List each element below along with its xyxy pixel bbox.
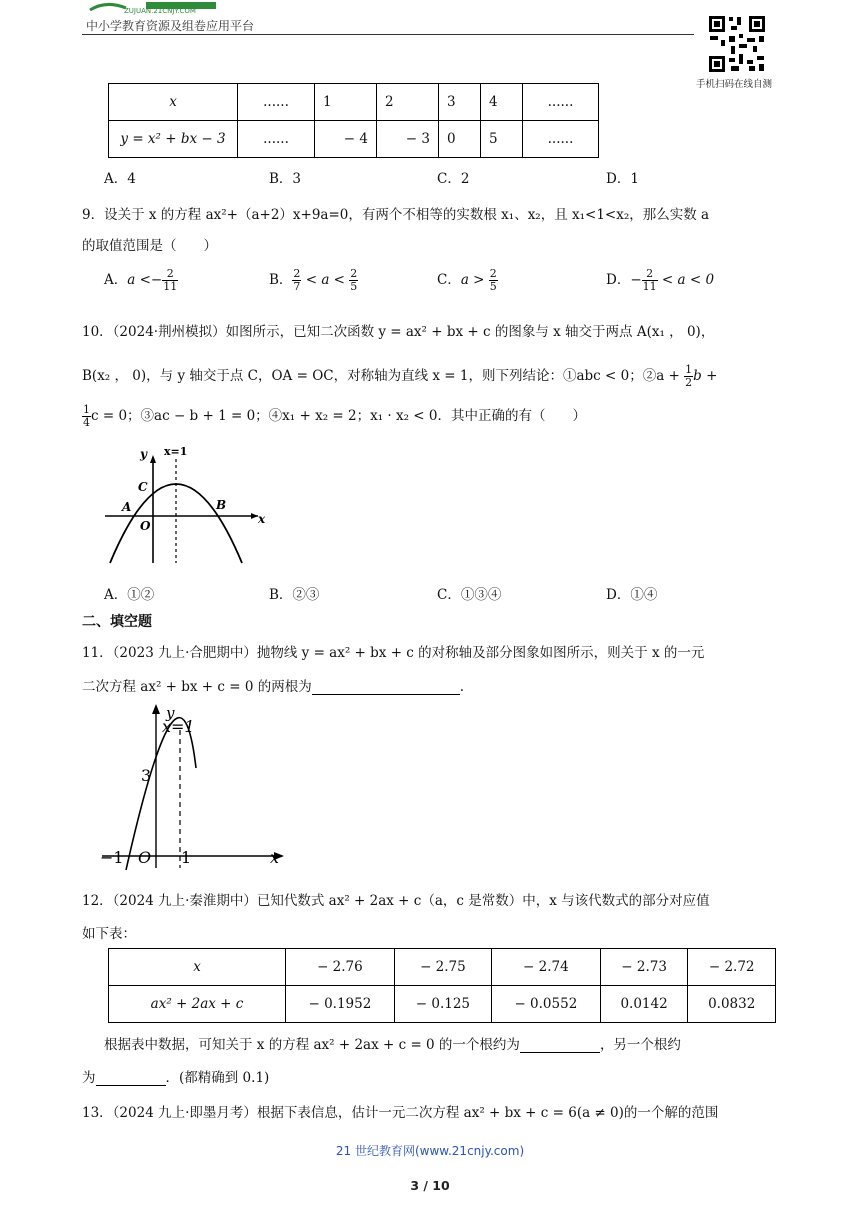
answer-blank[interactable] xyxy=(96,1069,166,1086)
table-cell: 2 xyxy=(377,84,439,121)
qr-caption: 手机扫码在线自测 xyxy=(696,79,773,90)
q8-value-table xyxy=(108,83,599,158)
q8-option-a[interactable]: A．4 xyxy=(104,171,136,187)
q8-option-d[interactable]: D．1 xyxy=(606,171,639,187)
q12-stem-line2: 如下表： xyxy=(82,926,136,942)
numerator: 2 xyxy=(642,268,658,281)
label-one: 1 xyxy=(181,848,192,867)
q12-stem-line4 xyxy=(82,1066,269,1086)
table-row xyxy=(109,84,599,121)
q10-parabola-figure xyxy=(100,445,275,567)
table-cell: − 2.74 xyxy=(491,949,600,986)
table-row xyxy=(109,121,599,158)
option-expr: − xyxy=(630,272,642,288)
qr-code-icon[interactable] xyxy=(707,14,767,74)
table-cell: 3 xyxy=(439,84,481,121)
page-number: 3 / 10 xyxy=(410,1178,450,1193)
label-a: A xyxy=(122,500,132,514)
header-divider xyxy=(82,34,694,35)
table-cell: y = x² + bx − 3 xyxy=(109,121,238,158)
table-row xyxy=(109,949,776,986)
fraction xyxy=(82,404,91,429)
q12-stem-text: ，另一个根约 xyxy=(599,1037,681,1053)
platform-name: 中小学教育资源及组卷应用平台 xyxy=(86,19,255,33)
q12-stem-line3 xyxy=(104,1033,681,1053)
q12-stem-text: 为 xyxy=(82,1070,96,1086)
q10-stem-line1: 10．（2024·荆州模拟）如图所示，已知二次函数 y = ax² + bx + c 的图象与 x 轴交于两点 A(x₁ ， 0)， xyxy=(82,324,715,340)
table-cell: − 2.75 xyxy=(394,949,491,986)
fraction xyxy=(489,268,498,293)
numerator: 1 xyxy=(83,403,90,416)
denominator: 5 xyxy=(350,280,358,293)
x-axis-arrow xyxy=(251,513,258,519)
table-cell: 0.0832 xyxy=(688,986,776,1023)
answer-blank[interactable] xyxy=(520,1036,600,1053)
label-three: 3 xyxy=(141,766,152,785)
table-cell: − 0.1952 xyxy=(286,986,395,1023)
table-row xyxy=(109,986,776,1023)
q10-option-a[interactable]: A．①② xyxy=(104,587,155,603)
q12-stem-line1: 12．（2024 九上·秦淮期中）已知代数式 ax² + 2ax + c（a，c 是常数）中，x 与该代数式的部分对应值 xyxy=(82,893,710,909)
table-cell: ...... xyxy=(523,84,599,121)
denominator: 2 xyxy=(685,376,693,389)
answer-blank[interactable] xyxy=(312,678,460,695)
denominator: 7 xyxy=(293,280,301,293)
q10-option-b[interactable]: B．②③ xyxy=(269,587,320,603)
option-expr: < a < xyxy=(301,272,350,288)
section-heading: 二、填空题 xyxy=(82,614,152,630)
q11-stem-line1: 11．（2023 九上·合肥期中）抛物线 y = ax² + bx + c 的对称轴及部分图象如图所示，则关于 x 的一元 xyxy=(82,645,705,661)
table-cell: x xyxy=(109,949,286,986)
logo-text: ZUJUAN.21CNJY.COM xyxy=(124,7,196,15)
q10-stem-text: c = 0；③ac − b + 1 = 0；④x₁ + x₂ = 2；x₁ · x₂ < 0．其中正确的有（ ） xyxy=(91,408,586,424)
option-label: C． xyxy=(437,272,461,288)
label-o: O xyxy=(140,519,151,533)
denominator: 5 xyxy=(489,280,497,293)
fraction xyxy=(684,364,693,389)
footer-site-link[interactable]: 21 世纪教育网(www.21cnjy.com) xyxy=(335,1144,525,1158)
table-cell: ...... xyxy=(523,121,599,158)
table-cell: x xyxy=(109,84,238,121)
q11-stem-text: . xyxy=(459,679,465,695)
table-cell: ...... xyxy=(238,121,315,158)
table-cell: ...... xyxy=(238,84,315,121)
label-axis: x=1 xyxy=(162,717,195,736)
q10-stem-text: b + xyxy=(693,368,718,384)
option-expr: a > xyxy=(460,272,489,288)
label-neg1: −1 xyxy=(100,848,124,867)
numerator: 2 xyxy=(489,267,497,280)
q9-option-a[interactable] xyxy=(104,268,178,293)
numerator: 1 xyxy=(685,363,693,376)
q8-option-b[interactable]: B．3 xyxy=(269,171,302,187)
label-y: y xyxy=(140,447,147,461)
denominator: 4 xyxy=(83,416,90,429)
q9-option-d[interactable] xyxy=(606,268,714,293)
table-cell: 1 xyxy=(315,84,377,121)
numerator: 2 xyxy=(350,267,358,280)
label-axis: x=1 xyxy=(164,445,188,458)
table-cell: − 0.0552 xyxy=(491,986,600,1023)
q12-value-table xyxy=(108,948,776,1023)
option-label: B． xyxy=(269,272,293,288)
table-cell: 0.0142 xyxy=(600,986,688,1023)
q10-stem-text: B(x₂ ， 0)，与 y 轴交于点 C，OA = OC，对称轴为直线 x = 1，则下列结论：①abc < 0；②a + xyxy=(82,368,685,384)
numerator: 2 xyxy=(162,268,178,281)
fraction xyxy=(162,268,178,293)
label-x: x xyxy=(258,512,266,526)
table-cell: 4 xyxy=(481,84,523,121)
q13-stem-line1: 13．（2024 九上·即墨月考）根据下表信息，估计一元二次方程 ax² + bx + c = 6(a ≠ 0)的一个解的范围 xyxy=(82,1105,719,1121)
table-cell: 5 xyxy=(481,121,523,158)
option-expr: a <− xyxy=(127,272,163,288)
table-cell: − 3 xyxy=(377,121,439,158)
option-expr: < a < 0 xyxy=(657,272,715,288)
y-axis-arrow xyxy=(152,704,160,714)
q11-parabola-figure xyxy=(98,700,290,872)
q9-stem-line2: 的取值范围是（ ） xyxy=(82,238,217,254)
q8-option-c[interactable]: C．2 xyxy=(437,171,470,187)
numerator: 2 xyxy=(293,267,301,280)
table-cell: − 4 xyxy=(315,121,377,158)
q9-option-c[interactable] xyxy=(437,268,498,293)
option-label: D． xyxy=(606,272,631,288)
q12-stem-text: ．(都精确到 0.1) xyxy=(165,1070,270,1086)
label-y: y xyxy=(166,704,175,722)
label-o: O xyxy=(138,848,152,867)
q10-option-d[interactable]: D．①④ xyxy=(606,587,658,603)
platform-logo xyxy=(86,0,266,16)
q10-stem-line2 xyxy=(82,364,717,389)
table-cell: ax² + 2ax + c xyxy=(109,986,286,1023)
table-cell: − 0.125 xyxy=(394,986,491,1023)
option-label: A． xyxy=(104,272,128,288)
q9-option-b[interactable] xyxy=(269,268,358,293)
q10-stem-line3 xyxy=(82,404,586,429)
fraction xyxy=(642,268,658,293)
label-c: C xyxy=(138,480,148,494)
table-cell: − 2.73 xyxy=(600,949,688,986)
label-b: B xyxy=(216,498,227,512)
q11-stem-line2 xyxy=(82,675,464,695)
q10-option-c[interactable]: C．①③④ xyxy=(437,587,502,603)
y-axis-arrow xyxy=(150,455,156,463)
denominator: 11 xyxy=(642,280,657,293)
table-cell: − 2.72 xyxy=(688,949,776,986)
q9-stem-line1: 9．设关于 x 的方程 ax²+（a+2）x+9a=0，有两个不相等的实数根 x₁、x₂，且 x₁<1<x₂，那么实数 a xyxy=(82,207,710,223)
denominator: 11 xyxy=(163,280,178,293)
label-x: x xyxy=(270,848,280,867)
fraction xyxy=(349,268,358,293)
q11-stem-text: 二次方程 ax² + bx + c = 0 的两根为 xyxy=(82,679,312,695)
q12-stem-text: 根据表中数据，可知关于 x 的方程 ax² + 2ax + c = 0 的一个根约为 xyxy=(104,1037,520,1053)
table-cell: 0 xyxy=(439,121,481,158)
table-cell: − 2.76 xyxy=(286,949,395,986)
